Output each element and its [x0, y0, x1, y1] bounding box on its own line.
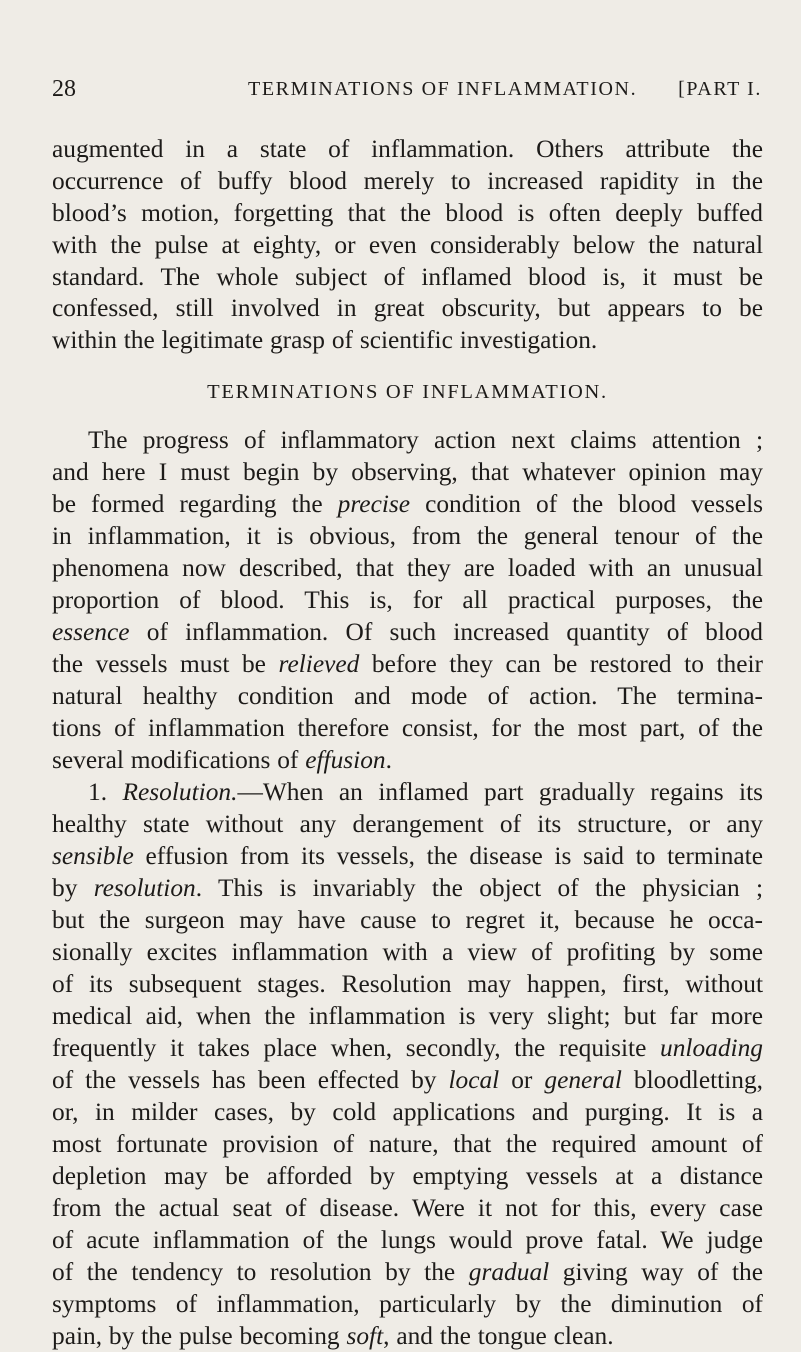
text-line: [52, 1224, 763, 1256]
text-run: healthy state without any derangement of its structure, or any: [52, 810, 763, 838]
text-line: [52, 229, 763, 261]
page-number: 28: [52, 76, 76, 102]
text-run: of the tendency to resolution by the: [52, 1258, 469, 1286]
text-line: [52, 648, 763, 680]
text-line: [52, 840, 763, 872]
text-run: of its subsequent stages. Resolution may happen, first, without: [52, 970, 763, 998]
text-line: [52, 1064, 763, 1096]
text-run: depletion may be afforded by emptying vessels at a distance: [52, 1162, 763, 1190]
text-line: [52, 936, 763, 968]
italic-run: gradual: [468, 1258, 550, 1286]
text-line: [52, 616, 763, 648]
text-run: frequently it takes place when, secondly, the requisite: [52, 1034, 661, 1062]
running-head: [52, 76, 762, 106]
text-run: of inflammation. Of such increased quantity of blood: [129, 618, 763, 646]
italic-run: sensible: [52, 842, 134, 870]
text-run: occurrence of buffy blood merely to increased rapidity in the: [52, 167, 763, 195]
part-label: [PART I.: [678, 78, 762, 100]
text-run: of the vessels has been effected by: [52, 1066, 449, 1094]
text-run: and here I must begin by observing, that whatever opinion may: [52, 458, 763, 486]
text-run: , and the tongue clean.: [383, 1322, 614, 1350]
italic-run: essence: [52, 618, 130, 646]
text-run: or: [499, 1066, 545, 1094]
text-run: effusion from its vessels, the disease is said to terminate: [133, 842, 763, 870]
text-line: [52, 1192, 763, 1224]
text-run: medical aid, when the inflammation is very slight; but far more: [52, 1002, 763, 1030]
text-run: symptoms of inflammation, particularly by the diminution of: [52, 1290, 763, 1318]
text-run: blood’s motion, forgetting that the blood is often deeply buffed: [52, 199, 763, 227]
text-run: in inflammation, it is obvious, from the general tenour of the: [52, 522, 763, 550]
text-line: [52, 1160, 763, 1192]
section-heading: TERMINATIONS OF INFLAMMATION.: [207, 381, 608, 403]
italic-run: effusion: [305, 746, 386, 774]
text-run: The progress of inflammatory action next claims attention ;: [88, 426, 763, 454]
italic-run: precise: [337, 490, 411, 518]
text-line: [52, 904, 763, 936]
italic-run: Resolution.: [122, 778, 238, 806]
text-run: or, in milder cases, by cold applications and purging. It is a: [52, 1098, 763, 1126]
text-line: [52, 1288, 763, 1320]
italic-run: general: [544, 1066, 622, 1094]
text-run: tions of inflammation therefore consist, for the most part, of the: [52, 714, 763, 742]
text-run: before they can be restored to their: [359, 650, 763, 678]
text-run: of acute inflammation of the lungs would prove fatal. We judge: [52, 1226, 763, 1254]
text-line: [52, 456, 763, 488]
text-line: [52, 1000, 763, 1032]
text-line: [52, 324, 763, 356]
text-run: confessed, still involved in great obscurity, but appears to be: [52, 294, 763, 322]
text-line: [52, 1256, 763, 1288]
text-run: . This is invariably the object of the physician ;: [195, 874, 763, 902]
text-line: [52, 552, 763, 584]
text-run: 1.: [88, 778, 123, 806]
text-run: most fortunate provision of nature, that the required amount of: [52, 1130, 763, 1158]
text-run: with the pulse at eighty, or even considerably below the natural: [52, 231, 763, 259]
italic-run: soft: [346, 1322, 384, 1350]
text-line: [52, 133, 763, 165]
text-run: the vessels must be: [52, 650, 279, 678]
text-run: —When an inflamed part gradually regains its: [237, 778, 764, 806]
text-run: from the actual seat of disease. Were it not for this, every case: [52, 1194, 763, 1222]
italic-run: resolution: [93, 874, 196, 902]
text-run: augmented in a state of inflammation. Others attribute the: [52, 135, 763, 163]
text-line: [52, 968, 763, 1000]
text-line: [52, 292, 763, 324]
text-line: [52, 1128, 763, 1160]
text-line: [52, 712, 763, 744]
italic-run: relieved: [278, 650, 360, 678]
text-run: natural healthy condition and mode of action. The termina-: [52, 682, 763, 710]
text-line: [88, 424, 763, 456]
text-run: sionally excites inflammation with a view of profiting by some: [52, 938, 763, 966]
text-line: [52, 744, 763, 776]
text-line: [52, 1320, 763, 1352]
text-run: bloodletting,: [621, 1066, 763, 1094]
text-line: [52, 1096, 763, 1128]
text-line: [52, 488, 763, 520]
text-line: [52, 165, 763, 197]
text-line: [52, 520, 763, 552]
text-line: [52, 872, 763, 904]
text-run: proportion of blood. This is, for all practical purposes, the: [52, 586, 763, 614]
text-run: giving way of the: [549, 1258, 763, 1286]
text-run: .: [385, 746, 392, 774]
text-line: [52, 584, 763, 616]
text-run: several modifications of: [52, 746, 306, 774]
running-head-title: TERMINATIONS OF INFLAMMATION.: [248, 78, 638, 100]
text-run: within the legitimate grasp of scientific investigation.: [52, 326, 598, 354]
text-line: [52, 808, 763, 840]
text-run: standard. The whole subject of inflamed blood is, it must be: [52, 263, 763, 291]
text-line: [52, 261, 763, 293]
italic-run: local: [448, 1066, 500, 1094]
text-run: but the surgeon may have cause to regret it, because he occa-: [52, 906, 763, 934]
text-run: by: [52, 874, 94, 902]
text-run: phenomena now described, that they are loaded with an unusual: [52, 554, 763, 582]
text-run: be formed regarding the: [52, 490, 338, 518]
text-line: [52, 197, 763, 229]
text-run: pain, by the pulse becoming: [52, 1322, 347, 1350]
italic-run: unloading: [660, 1034, 763, 1062]
text-line: [52, 680, 763, 712]
text-line: [88, 776, 763, 808]
text-line: [52, 1032, 763, 1064]
text-run: condition of the blood vessels: [410, 490, 763, 518]
